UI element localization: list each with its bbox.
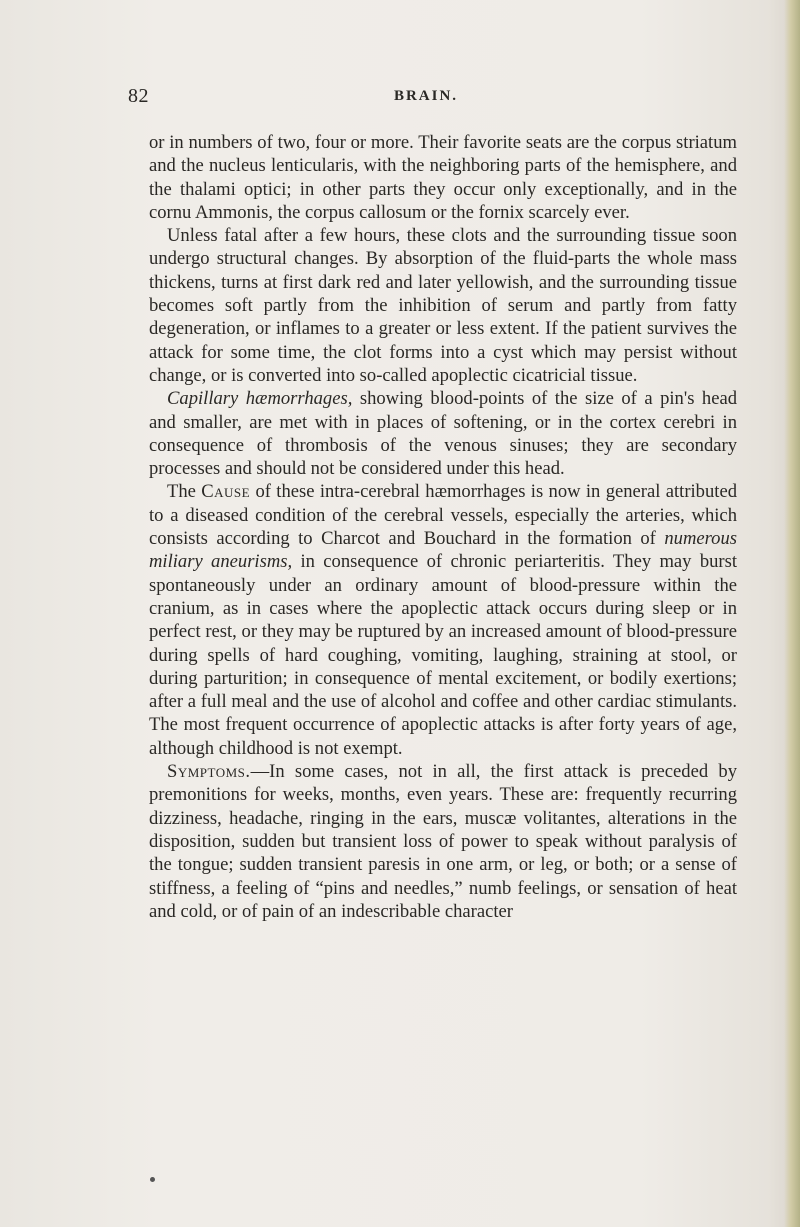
paragraph-4 [149, 480, 737, 760]
paragraph-3-text: showing blood-points of the size of a pin's head and smaller, are met with in places of softening, or in the cortex cerebri in consequence of thrombosis of the venous sinuses; they are secondary processes and should not be considered under this head. [149, 388, 738, 480]
capillary-haemorrhages-term: Capillary hæmorrhages, [167, 388, 353, 410]
body-text [149, 131, 737, 923]
printer-mark [150, 1177, 155, 1182]
page-edge-shadow [784, 0, 800, 1227]
paragraph-4-lead: The [167, 481, 202, 503]
miliary-aneurisms-term: numerous miliary aneurisms, [149, 528, 737, 573]
cause-heading: Cause [201, 481, 251, 503]
paragraph-2-text: Unless fatal after a few hours, these clots and the surrounding tissue soon undergo structural changes. By absorption of the fluid-parts the whole mass thickens, turns at first dark red and later yellowish, and the surrounding tissue becomes soft partly from the inhibition of serum and partly from fatty degeneration, or inflames to a greater or less extent. If the patient survives the attack for some time, the clot forms into a cyst which may persist without change, or is converted into so-called apoplectic cicatricial tissue. [149, 225, 737, 386]
paragraph-1-text: or in numbers of two, four or more. Their favorite seats are the corpus striatum and the nucleus lenticularis, with the neighboring parts of the hemisphere, and the thalami optici; in other parts they occur only exceptionally, and in the cornu Ammonis, the corpus callosum or the fornix scarcely ever. [149, 132, 737, 223]
paragraph-5 [149, 760, 737, 923]
running-head: BRAIN. [393, 88, 459, 104]
paragraph-4-text: of these intra-cerebral hæmorrhages is now in general attributed to a diseased condition of the cerebral vessels, especially the arteries, which consists according to Charcot and Bouchard in the formation of [149, 481, 737, 550]
page-header [126, 80, 726, 112]
page-number: 82 [128, 85, 149, 107]
paragraph-1 [149, 131, 737, 224]
paragraph-5-text: —In some cases, not in all, the first attack is preceded by premonitions for weeks, months, even years. These are: frequently recurring dizziness, headache, ringing in the ears, muscæ volitantes, alterations in the disposition, sudden but transient loss of power to speak without paralysis of the tongue; sudden transient paresis in one arm, or leg, or both; or a sense of stiffness, a feeling of “pins and needles,” numb feelings, or sensation of heat and cold, or of pain of an indescribable character [149, 761, 737, 922]
paragraph-3 [149, 387, 737, 480]
symptoms-heading: Symptoms. [167, 761, 251, 783]
paragraph-4-text-continued: in consequence of chronic periarteritis. They may burst spontaneously under an ordinary amount of blood-pressure within the cranium, as in cases where the apoplectic attack occurs during sleep or in perfect rest, or they may be ruptured by an increased amount of blood-pressure during spells of hard coughing, vomiting, laughing, straining at stool, or during parturition; in consequence of mental excitement, or bodily exertions; after a full meal and the use of alcohol and coffee and other cardiac stimulants. The most frequent occurrence of apoplectic attacks is after forty years of age, although childhood is not exempt. [149, 551, 738, 759]
paragraph-2 [149, 224, 737, 387]
